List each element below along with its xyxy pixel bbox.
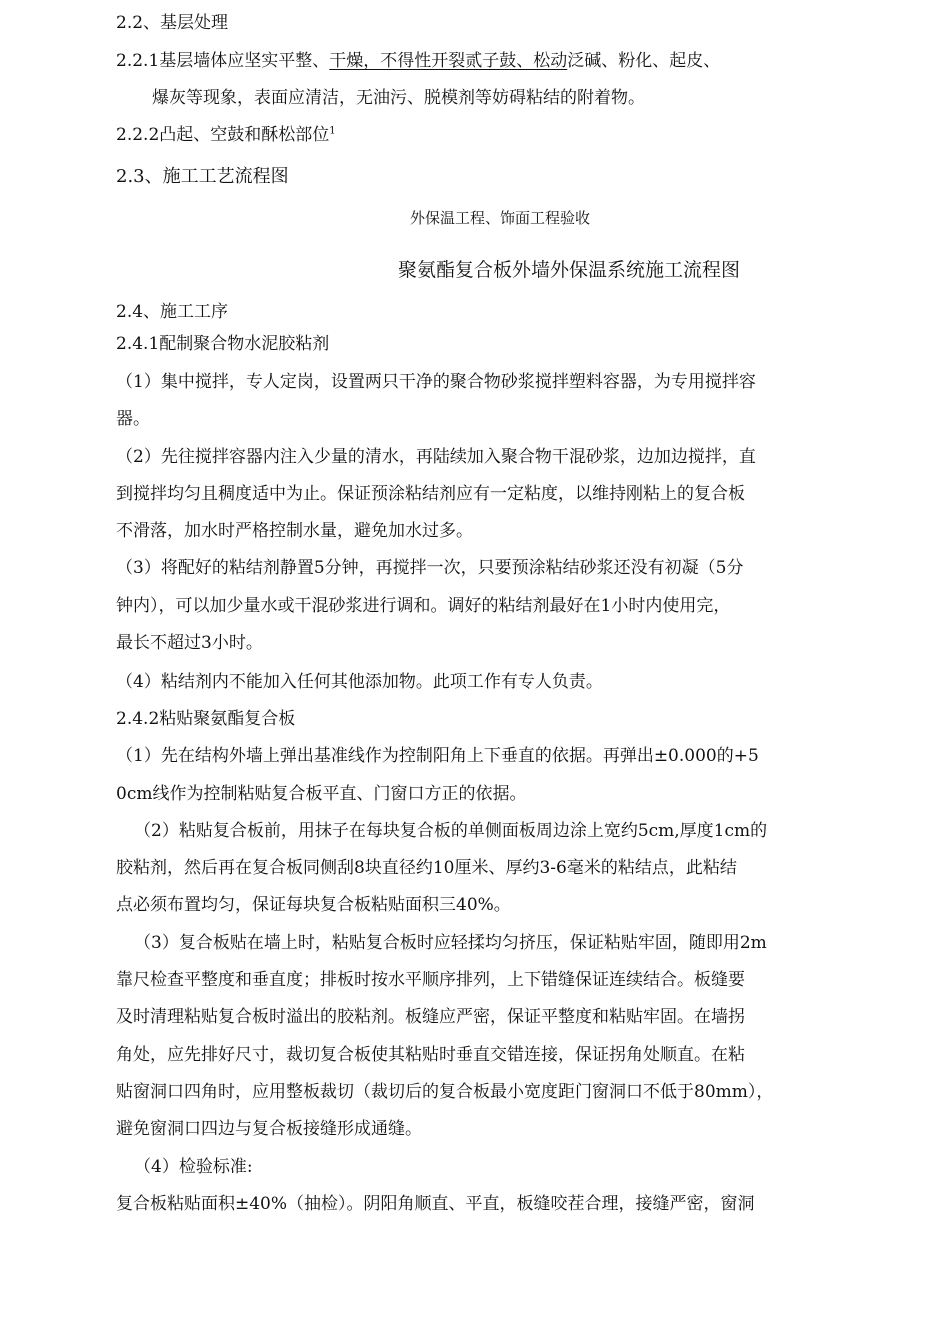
paragraph-line: 器。 bbox=[116, 409, 150, 429]
paragraph-line: 贴窗洞口四角时，应用整板裁切（裁切后的复合板最小宽度距门窗洞口不低于80mm）， bbox=[116, 1082, 774, 1102]
paragraph-line: 钟内），可以加少量水或干混砂浆进行调和。调好的粘结剂最好在1小时内使用完， bbox=[116, 596, 731, 616]
section-heading-2-4: 2.4、施工工序 bbox=[116, 302, 229, 322]
section-heading-2-3: 2.3、施工工艺流程图 bbox=[116, 166, 289, 187]
paragraph-line: （4）粘结剂内不能加入任何其他添加物。此项工作有专人负责。 bbox=[116, 672, 603, 692]
paragraph-2-2-1-line-2: 爆灰等现象，表面应清洁，无油污、脱模剂等妨碍粘结的附着物。 bbox=[152, 88, 645, 108]
paragraph-line: （3）复合板贴在墙上时，粘贴复合板时应轻揉均匀挤压，保证粘贴牢固，随即用2m bbox=[134, 933, 767, 953]
paragraph-line: 复合板粘贴面积±40%（抽检）。阴阳角顺直、平直，板缝咬茬合理，接缝严密，窗洞 bbox=[116, 1194, 755, 1214]
paragraph-line: 不滑落，加水时严格控制水量，避免加水过多。 bbox=[116, 521, 473, 541]
paragraph-2-2-2-text: 2.2.2凸起、空鼓和酥松部位 bbox=[116, 125, 330, 145]
paragraph-line: 及时清理粘贴复合板时溢出的胶粘剂。板缝应严密，保证平整度和粘贴牢固。在墙拐 bbox=[116, 1007, 745, 1027]
paragraph-line: （3）将配好的粘结剂静置5分钟，再搅拌一次，只要预涂粘结砂浆还没有初凝（5分 bbox=[116, 558, 744, 578]
paragraph-line: （4）检验标准: bbox=[134, 1157, 253, 1177]
section-heading-2-4-1: 2.4.1配制聚合物水泥胶粘剂 bbox=[116, 334, 330, 354]
flow-chart-caption: 聚氨酯复合板外墙外保温系统施工流程图 bbox=[398, 259, 741, 281]
footnote-marker: 1 bbox=[329, 125, 336, 137]
paragraph-line: （1）先在结构外墙上弹出基准线作为控制阳角上下垂直的依据。再弹出±0.000的+5 bbox=[116, 746, 759, 766]
paragraph-line: （2）先往搅拌容器内注入少量的清水，再陆续加入聚合物干混砂浆，边加边搅拌，直 bbox=[116, 447, 756, 467]
paragraph-line: 靠尺检查平整度和垂直度；排板时按水平顺序排列，上下错缝保证连续结合。板缝要 bbox=[116, 970, 745, 990]
paragraph-line: 胶粘剂，然后再在复合板同侧刮8块直径约10厘米、厚约3-6毫米的粘结点，此粘结 bbox=[116, 858, 737, 878]
paragraph-line: （1）集中搅拌，专人定岗，设置两只干净的聚合物砂浆搅拌塑料容器，为专用搅拌容 bbox=[116, 372, 756, 392]
paragraph-line: （2）粘贴复合板前，用抹子在每块复合板的单侧面板周边涂上宽约5cm,厚度1cm的 bbox=[134, 821, 768, 841]
section-heading-2-4-2: 2.4.2粘贴聚氨酯复合板 bbox=[116, 709, 296, 729]
paragraph-2-2-1-suffix: 泛碱、粉化、起皮、 bbox=[567, 51, 721, 71]
flow-chart-label: 外保温工程、饰面工程验收 bbox=[410, 209, 591, 227]
section-heading-2-2: 2.2、基层处理 bbox=[116, 13, 229, 33]
paragraph-line: 到搅拌均匀且稠度适中为止。保证预涂粘结剂应有一定粘度，以维持刚粘上的复合板 bbox=[116, 484, 745, 504]
paragraph-line: 最长不超过3小时。 bbox=[116, 633, 263, 653]
paragraph-line: 0cm线作为控制粘贴复合板平直、门窗口方正的依据。 bbox=[116, 784, 527, 804]
paragraph-2-2-1-line-1 bbox=[116, 51, 720, 71]
paragraph-2-2-1-underlined: 干燥，不得性开裂贰子鼓、松动 bbox=[329, 51, 568, 71]
paragraph-line: 点必须布置均匀，保证每块复合板粘贴面积三40%。 bbox=[116, 895, 511, 915]
paragraph-2-2-1-prefix: 2.2.1基层墙体应坚实平整、 bbox=[116, 51, 330, 71]
paragraph-line: 角处，应先排好尺寸，裁切复合板使其粘贴时垂直交错连接，保证拐角处顺直。在粘 bbox=[116, 1045, 745, 1065]
paragraph-2-2-2 bbox=[116, 125, 336, 145]
paragraph-line: 避免窗洞口四边与复合板接缝形成通缝。 bbox=[116, 1119, 422, 1139]
